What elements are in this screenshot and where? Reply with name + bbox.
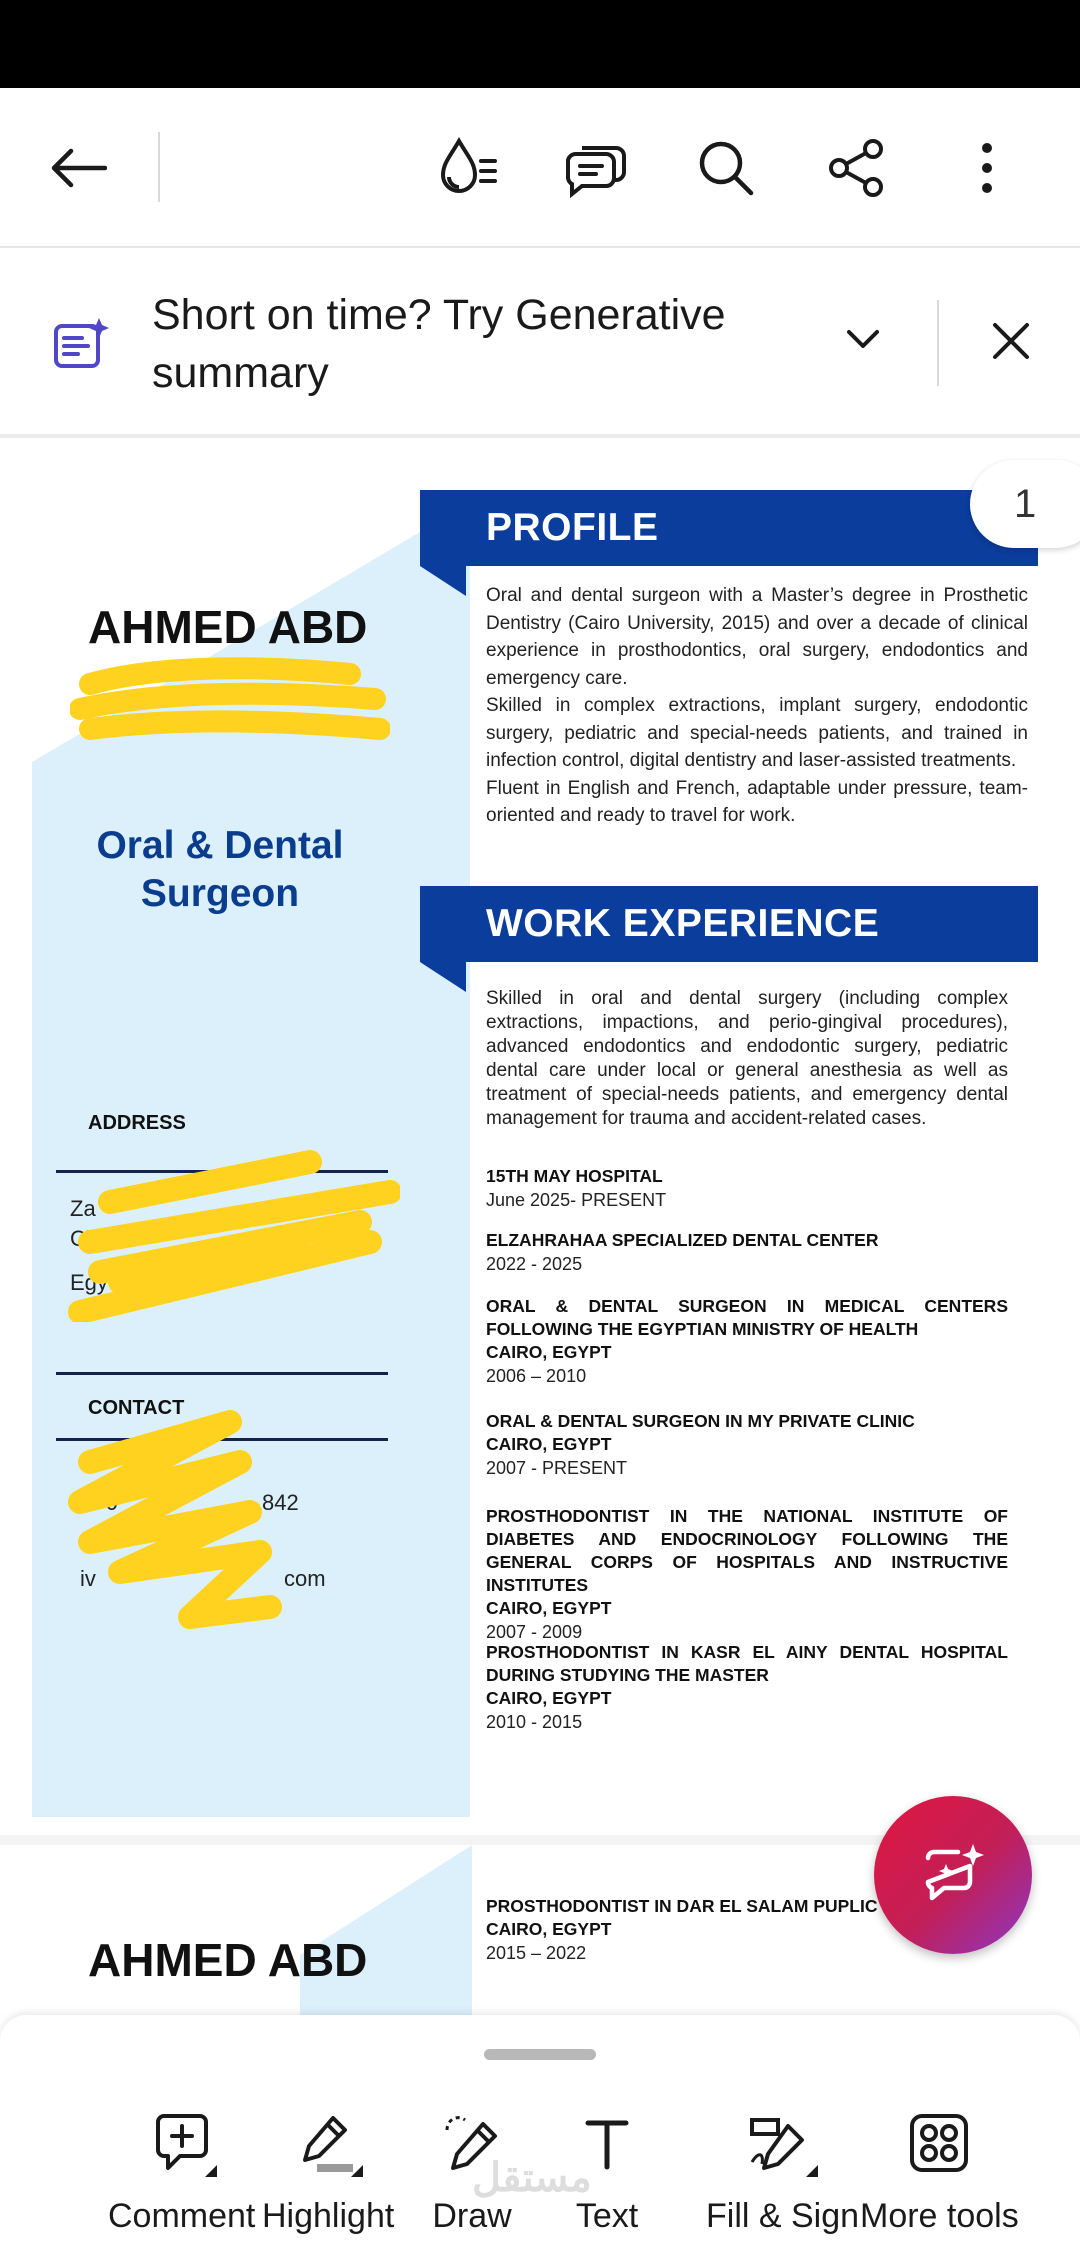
ai-assistant-icon — [918, 1842, 988, 1908]
job-dates: 2006 – 2010 — [486, 1366, 587, 1386]
top-toolbar — [0, 88, 1080, 248]
job-item — [486, 1229, 1046, 1276]
job-location: CAIRO, EGYPT — [486, 1919, 612, 1939]
job-title: PROSTHODONTIST IN KASR EL AINY DENTAL HOSPITAL DURING STUDYING THE MASTER — [486, 1642, 1008, 1685]
tool-more-tools[interactable] — [860, 2105, 1019, 2236]
tool-label: Highlight — [262, 2197, 395, 2235]
pdf-page-1 — [0, 442, 1080, 1835]
work-header-fold — [420, 962, 466, 992]
banner-divider — [937, 300, 939, 386]
generative-summary-banner[interactable] — [0, 250, 1080, 438]
document-viewer[interactable] — [0, 442, 1080, 2015]
tool-label: Fill & Sign — [706, 2197, 860, 2235]
bottom-tools-bar — [0, 2015, 1080, 2265]
back-arrow-icon[interactable] — [38, 128, 118, 208]
phone-end: 842 — [262, 1490, 299, 1515]
address-line-1: Za — [70, 1196, 96, 1221]
banner-text[interactable]: Short on time? Try Generative summary — [152, 291, 726, 397]
name-redaction — [70, 654, 390, 749]
work-experience-header: WORK EXPERIENCE — [420, 886, 1038, 962]
status-bar — [0, 0, 1080, 88]
chevron-down-icon[interactable] — [846, 328, 880, 355]
job-dates: June 2025- PRESENT — [486, 1190, 667, 1210]
job-title: ORAL & DENTAL SURGEON IN MEDICAL CENTERS FOLLOWING THE EGYPTIAN MINISTRY OF HEALTH — [486, 1296, 1008, 1339]
ai-assistant-button[interactable] — [874, 1796, 1032, 1954]
job-item — [486, 1295, 1046, 1388]
phone-fragment: 2- 0 — [80, 1490, 118, 1515]
profile-header: PROFILE — [420, 490, 1038, 566]
toolbar-divider — [158, 132, 160, 202]
share-icon[interactable] — [816, 128, 896, 208]
address-line-2: City — [70, 1226, 108, 1251]
highlight-icon — [283, 2105, 373, 2181]
job-item — [486, 1410, 1046, 1480]
ai-summary-icon — [52, 316, 110, 375]
resume-role: Oral & Dental Surgeon — [96, 824, 344, 915]
address-line-3: Egy — [70, 1270, 108, 1295]
profile-header-fold — [420, 566, 466, 596]
job-location: CAIRO, EGYPT — [486, 1688, 612, 1708]
work-intro: Skilled in oral and dental surgery (including complex extractions, impactions, and perio-gingival procedures), advanced endodontics and endodontic surgery, pediatric dental care under local or general anesthesia as well as treatment of special-needs patients, and emergency dental management for trauma and accident-related cases. — [486, 988, 1008, 1129]
job-item — [486, 1505, 1046, 1644]
comments-icon[interactable] — [555, 128, 635, 208]
job-location: CAIRO, EGYPT — [486, 1598, 612, 1618]
job-item — [486, 1165, 1046, 1212]
job-dates: 2015 – 2022 — [486, 1943, 587, 1963]
email-fragment: iv — [80, 1566, 96, 1591]
job-title: PROSTHODONTIST IN THE NATIONAL INSTITUTE OF DIABETES AND ENDOCRINOLOGY FOLLOWING THE GENERAL CORPS OF HOSPITALS AND INSTRUCTIVE INSTITUTES — [486, 1506, 1008, 1595]
drag-handle[interactable] — [484, 2049, 596, 2060]
address-label: ADDRESS — [88, 1112, 186, 1134]
job-dates: 2010 - 2015 — [486, 1712, 583, 1732]
tool-comment[interactable] — [108, 2105, 255, 2236]
search-icon[interactable] — [686, 128, 766, 208]
contact-top-divider — [56, 1372, 388, 1375]
page2-name: AHMED ABD — [88, 1934, 368, 1986]
liquid-mode-icon[interactable] — [428, 128, 508, 208]
job-title: 15TH MAY HOSPITAL — [486, 1166, 663, 1186]
page2-sidebar-background — [0, 1845, 472, 2015]
contact-redaction — [60, 1402, 300, 1647]
tool-fill-sign[interactable] — [706, 2105, 859, 2236]
tool-label: Text — [575, 2197, 639, 2235]
tool-label: Comment — [108, 2197, 256, 2235]
job-dates: 2007 - PRESENT — [486, 1458, 628, 1478]
close-icon[interactable] — [992, 322, 1030, 365]
tool-label: More tools — [860, 2197, 1019, 2235]
page-number-badge[interactable]: 1 — [970, 460, 1080, 548]
job-title: ORAL & DENTAL SURGEON IN MY PRIVATE CLINIC — [486, 1411, 915, 1431]
email-end: com — [284, 1566, 326, 1591]
more-vertical-icon[interactable] — [947, 128, 1027, 208]
resume-name: AHMED ABD — [88, 601, 368, 653]
tool-label: Draw — [432, 2197, 512, 2235]
job-location: CAIRO, EGYPT — [486, 1434, 612, 1454]
job-dates: 2022 - 2025 — [486, 1254, 583, 1274]
job-title: PROSTHODONTIST IN DAR EL SALAM PUPLIC — [486, 1896, 878, 1916]
contact-label: CONTACT — [88, 1397, 185, 1419]
watermark: مستقل — [472, 2156, 592, 2200]
address-redaction — [60, 1142, 400, 1327]
comment-icon — [137, 2105, 227, 2181]
job-location: CAIRO, EGYPT — [486, 1342, 612, 1362]
job-title: ELZAHRAHAA SPECIALIZED DENTAL CENTER — [486, 1230, 879, 1250]
profile-text: Oral and dental surgeon with a Master’s degree in Prosthetic Dentistry (Cairo University, 2015) and over a decade of clinical experience in prosthodontics, oral surgery, endodontics and emergency care. Skilled in complex extractions, implant surgery, endodontic surgery, pediatric and special-needs patients, and trained in infection control, digital dentistry and laser-assisted treatments. Fluent in English and French, adaptable under pressure, team-oriented and ready to travel for work. — [486, 585, 1028, 826]
fill-sign-icon — [738, 2105, 828, 2181]
job-dates: 2007 - 2009 — [486, 1622, 583, 1642]
tool-highlight[interactable] — [262, 2105, 394, 2236]
job-item — [486, 1641, 1046, 1734]
more-tools-icon — [894, 2105, 984, 2181]
